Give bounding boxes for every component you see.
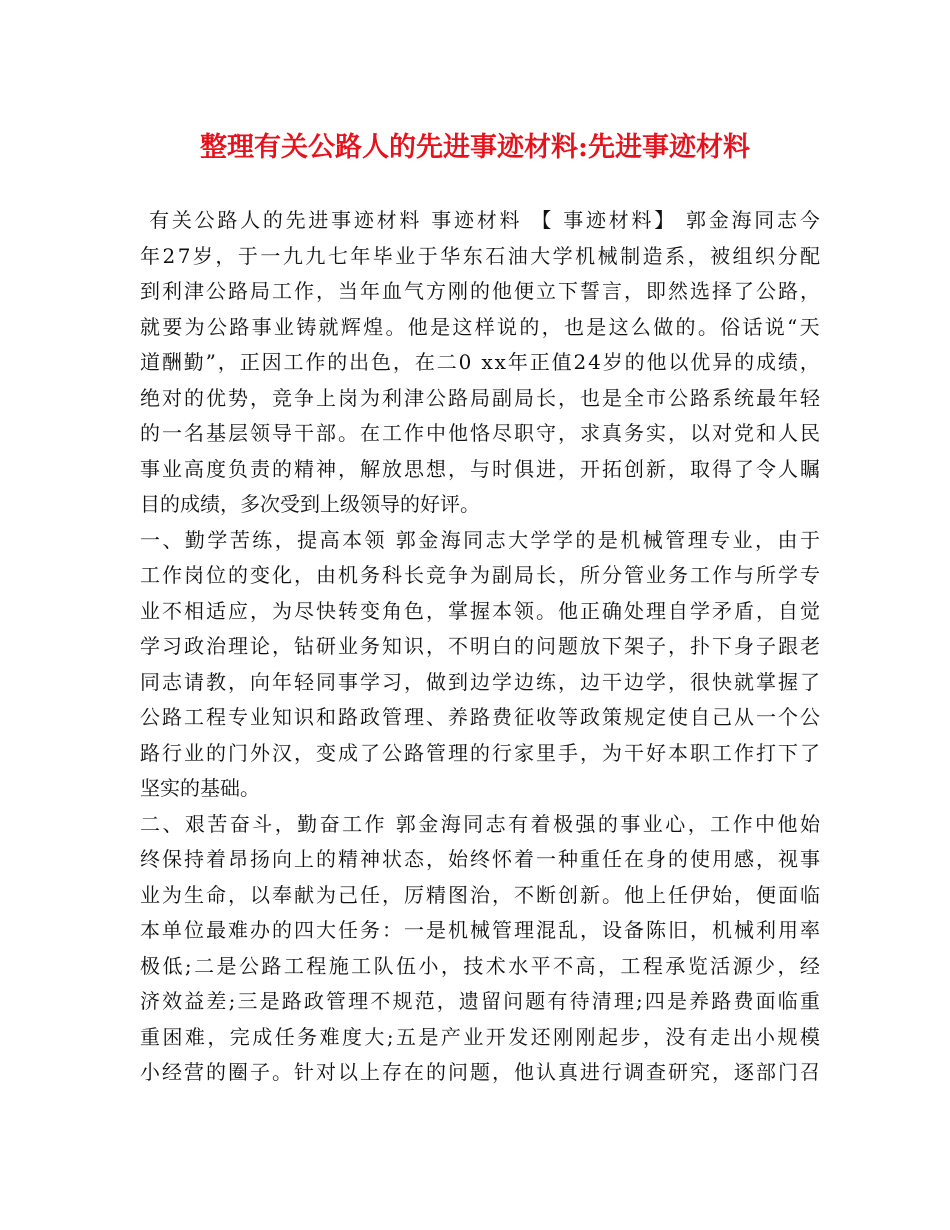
- text-line: 就 要 为 公 路 事 业 铸 就 辉 煌 。 他 是 这 样 说 的 ， 也 是 这 么 做 的 。 俗 话 说 “ 天: [140, 314, 820, 339]
- text-line: 济 效 益 差 ; 三 是 路 政 管 理 不 规 范 ， 遗 留 问 题 有 待 清 理 ; 四 是 养 路 费 面 临 重: [140, 989, 820, 1013]
- text-line: 有 关 公 路 人 的 先 进 事 迹 材 料 事 迹 材 料 【 事 迹 材 料 】 郭 金 海 同 志 今: [149, 208, 820, 232]
- text-line: 目的成绩，多次受到上级领导的好评。: [140, 492, 480, 516]
- text-line: 同 志 请 教 ， 向 年 轻 同 事 学 习 ， 做 到 边 学 边 练 ， 边 干 边 学 ， 很 快 就 掌 握 了: [140, 669, 820, 694]
- text-line: 的 一 名 基 层 领 导 干 部 。 在 工 作 中 他 恪 尽 职 守 ， 求 真 务 实 ， 以 对 党 和 人 民: [140, 421, 820, 445]
- text-line: 道 酬 勤 ” ， 正 因 工 作 的 出 色 ， 在 二 0 x x 年 正 值 2 4 岁 的 他 以 优 异 的 成 绩 ，: [140, 350, 820, 374]
- document-title: 整理有关公路人的先进事迹材料:先进事迹材料: [200, 132, 750, 163]
- text-line: 小 经 营 的 圈 子 。 针 对 以 上 存 在 的 问 题 ， 他 认 真 进 行 调 查 研 究 ， 逐 部 门 召: [140, 1060, 820, 1084]
- text-line: 重 困 难 ， 完 成 任 务 难 度 大 ; 五 是 产 业 开 发 还 刚 刚 起 步 ， 没 有 走 出 小 规 模: [140, 1024, 820, 1049]
- text-line: 业 不 相 适 应 ， 为 尽 快 转 变 角 色 ， 掌 握 本 领 。 他 正 确 处 理 自 学 矛 盾 ， 自 觉: [140, 598, 820, 623]
- text-line: 到 利 津 公 路 局 工 作 ， 当 年 血 气 方 刚 的 他 便 立 下 誓 言 ， 即 然 选 择 了 公 路 ，: [140, 279, 820, 303]
- text-line: 绝 对 的 优 势 ， 竞 争 上 岗 为 利 津 公 路 局 副 局 长 ， 也 是 全 市 公 路 系 统 最 年 轻: [140, 385, 820, 410]
- text-line: 工 作 岗 位 的 变 化 ， 由 机 务 科 长 竞 争 为 副 局 长 ， 所 分 管 业 务 工 作 与 所 学 专: [140, 563, 820, 587]
- text-line: 公 路 工 程 专 业 知 识 和 路 政 管 理 、 养 路 费 征 收 等 政 策 规 定 使 自 己 从 一 个 公: [140, 705, 820, 729]
- text-line: 二 、 艰 苦 奋 斗 ， 勤 奋 工 作 郭 金 海 同 志 有 着 极 强 的 事 业 心 ， 工 作 中 他 始: [140, 811, 820, 836]
- text-line: 年 2 7 岁 ， 于 一 九 九 七 年 毕 业 于 华 东 石 油 大 学 机 械 制 造 系 ， 被 组 织 分 配: [140, 243, 820, 268]
- text-line: 终 保 持 着 昂 扬 向 上 的 精 神 状 态 ， 始 终 怀 着 一 种 重 任 在 身 的 使 用 感 ， 视 事: [140, 847, 820, 871]
- text-line: 路 行 业 的 门 外 汉 ， 变 成 了 公 路 管 理 的 行 家 里 手 ， 为 干 好 本 职 工 作 打 下 了: [140, 740, 820, 765]
- text-line: 学 习 政 治 理 论 ， 钻 研 业 务 知 识 ， 不 明 白 的 问 题 放 下 架 子 ， 扑 下 身 子 跟 老: [140, 634, 820, 658]
- document-body: [140, 203, 820, 1091]
- text-line: 业 为 生 命 ， 以 奉 献 为 己 任 ， 厉 精 图 治 ， 不 断 创 新 。 他 上 任 伊 始 ， 便 面 临: [140, 882, 820, 907]
- text-line: 本 单 位 最 难 办 的 四 大 任 务 ： 一 是 机 械 管 理 混 乱 ， 设 备 陈 旧 ， 机 械 利 用 率: [140, 918, 820, 942]
- text-line: 一 、 勤 学 苦 练 ， 提 高 本 领 郭 金 海 同 志 大 学 学 的 是 机 械 管 理 专 业 ， 由 于: [140, 527, 820, 552]
- text-line: 事 业 高 度 负 责 的 精 神 ， 解 放 思 想 ， 与 时 俱 进 ， 开 拓 创 新 ， 取 得 了 令 人 瞩: [140, 456, 820, 481]
- text-line: 极 低 ; 二 是 公 路 工 程 施 工 队 伍 小 ， 技 术 水 平 不 高 ， 工 程 承 览 活 源 少 ， 经: [140, 953, 820, 978]
- text-line: 坚实的基础。: [140, 776, 260, 800]
